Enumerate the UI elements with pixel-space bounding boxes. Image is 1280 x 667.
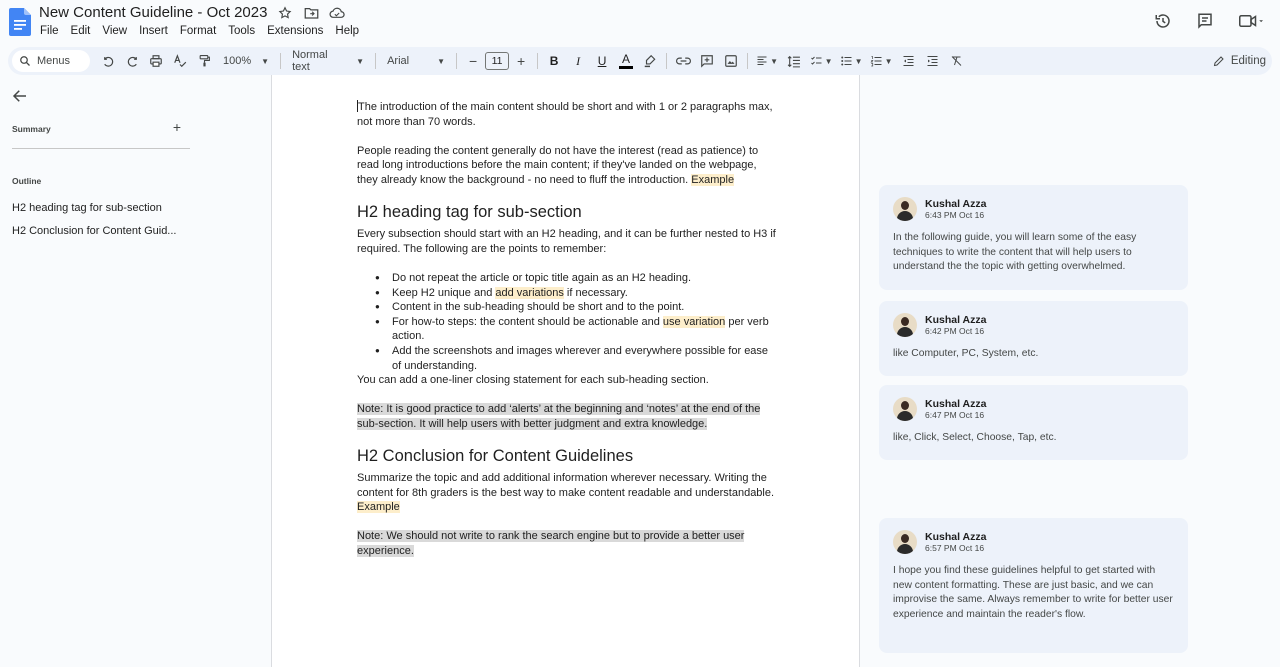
note-paragraph xyxy=(357,402,777,431)
chevron-down-icon: ▼ xyxy=(854,56,863,66)
pencil-icon xyxy=(1213,55,1225,67)
note-paragraph xyxy=(357,529,777,558)
paint-format-icon[interactable] xyxy=(193,50,215,72)
document-page[interactable] xyxy=(271,75,860,667)
docs-logo-icon[interactable] xyxy=(9,8,31,36)
chevron-down-icon: ▼ xyxy=(884,56,893,66)
add-comment-icon[interactable] xyxy=(696,50,718,72)
paragraph-style-value: Normal text xyxy=(292,49,328,73)
font-size-input[interactable]: 11 xyxy=(485,52,509,70)
comment-card[interactable] xyxy=(879,518,1188,653)
comment-card[interactable] xyxy=(879,301,1188,376)
version-history-icon[interactable] xyxy=(1152,10,1174,32)
toolbar-divider xyxy=(747,53,748,69)
document-title[interactable]: New Content Guideline - Oct 2023 xyxy=(39,4,268,21)
align-icon[interactable] xyxy=(753,50,781,72)
chevron-down-icon: ▼ xyxy=(261,56,270,66)
increase-font-size-icon[interactable]: + xyxy=(516,53,526,69)
back-arrow-icon[interactable] xyxy=(11,87,29,105)
comment-text: I hope you find these guidelines helpful to get started with new content formatting. These are just basic, and we can improvise the same. Always remember to write for better user experience and maintain the reader's flow. xyxy=(893,565,1173,620)
print-icon[interactable] xyxy=(145,50,167,72)
heading-conclusion: H2 Conclusion for Content Guidelines xyxy=(357,447,634,466)
heading-subsection: H2 heading tag for sub-section xyxy=(357,203,582,222)
summary-divider xyxy=(12,148,190,149)
document-body[interactable] xyxy=(357,100,777,573)
paragraph: Summarize the topic and add additional information wherever necessary. Writing the content for 8th graders is the best way to make content readable and understandable. Example xyxy=(357,472,775,514)
list-item: ● Add the screenshots and images wherever and everywhere possible for ease of understanding. xyxy=(357,344,777,373)
chevron-down-icon: ▼ xyxy=(356,56,365,66)
decrease-indent-icon[interactable] xyxy=(897,50,919,72)
comment-author: Kushal Azza xyxy=(925,198,987,210)
redo-icon[interactable] xyxy=(121,50,143,72)
list-item: ● Content in the sub-heading should be short and to the point. xyxy=(357,300,777,315)
commented-text[interactable]: Example xyxy=(691,173,735,186)
cloud-saved-icon[interactable] xyxy=(329,5,345,21)
comment-time: 6:43 PM Oct 16 xyxy=(925,210,985,220)
chevron-down-icon: ▼ xyxy=(824,56,833,66)
comment-time: 6:42 PM Oct 16 xyxy=(925,326,985,336)
font-family-select[interactable] xyxy=(381,50,451,72)
paragraph: You can add a one-liner closing statement for each sub-heading section. xyxy=(357,374,709,387)
meet-video-icon[interactable] xyxy=(1236,10,1266,32)
move-folder-icon[interactable] xyxy=(303,5,319,21)
comment-author: Kushal Azza xyxy=(925,531,987,543)
toolbar-divider xyxy=(666,53,667,69)
comment-time: 6:47 PM Oct 16 xyxy=(925,410,985,420)
avatar xyxy=(893,197,917,221)
chevron-down-icon: ▼ xyxy=(437,56,446,66)
menu-format[interactable]: Format xyxy=(179,25,217,37)
commented-text[interactable]: Example xyxy=(357,501,400,514)
bullet-list xyxy=(357,271,777,373)
outline-heading: Outline xyxy=(12,176,42,186)
editing-mode-button[interactable] xyxy=(1213,47,1272,75)
paragraph-style-select[interactable] xyxy=(286,50,370,72)
commented-text[interactable]: use variation xyxy=(662,315,726,328)
avatar xyxy=(893,313,917,337)
comment-card[interactable] xyxy=(879,385,1188,460)
toolbar-divider xyxy=(537,53,538,69)
summary-heading: Summary xyxy=(12,124,51,134)
avatar xyxy=(893,530,917,554)
paragraph: The introduction of the main content should be short and with 1 or 2 paragraphs max, not more than 70 words. xyxy=(357,101,773,128)
add-summary-icon[interactable]: + xyxy=(172,119,182,135)
search-icon xyxy=(19,55,31,67)
menu-file[interactable]: File xyxy=(40,25,59,37)
commented-text[interactable]: add variations xyxy=(495,286,564,299)
comment-card[interactable] xyxy=(879,185,1188,290)
italic-icon[interactable]: I xyxy=(576,53,581,68)
comment-text: In the following guide, you will learn some of the easy techniques to write the content that will help users to understand the the topic with getting overwhelmed. xyxy=(893,232,1137,273)
search-menus-button[interactable] xyxy=(12,50,90,72)
document-outline-panel xyxy=(0,80,270,667)
list-item: ● Do not repeat the article or topic title again as an H2 heading. xyxy=(357,271,777,286)
search-menus-label: Menus xyxy=(37,55,71,67)
avatar xyxy=(893,397,917,421)
increase-indent-icon[interactable] xyxy=(921,50,943,72)
checklist-icon[interactable] xyxy=(807,50,835,72)
line-spacing-icon[interactable] xyxy=(783,50,805,72)
zoom-select[interactable] xyxy=(217,50,275,72)
spellcheck-icon[interactable] xyxy=(169,50,191,72)
menu-help[interactable]: Help xyxy=(335,25,360,37)
menu-tools[interactable]: Tools xyxy=(228,25,256,37)
comments-column xyxy=(861,75,1280,667)
top-bar xyxy=(0,0,1280,44)
font-family-value: Arial xyxy=(387,55,410,67)
menu-extensions[interactable]: Extensions xyxy=(267,25,324,37)
insert-link-icon[interactable] xyxy=(672,50,694,72)
star-icon[interactable] xyxy=(277,5,293,21)
decrease-font-size-icon[interactable]: − xyxy=(468,53,478,69)
toolbar-divider xyxy=(456,53,457,69)
comment-author: Kushal Azza xyxy=(925,314,987,326)
zoom-value: 100% xyxy=(223,55,252,67)
chevron-down-icon: ▼ xyxy=(770,56,779,66)
note-text: Note: We should not write to rank the search engine but to provide a better user experience. xyxy=(357,530,745,558)
menu-view[interactable]: View xyxy=(102,25,128,37)
insert-image-icon[interactable] xyxy=(720,50,742,72)
paragraph: Every subsection should start with an H2 heading, and it can be further nested to H3 if required. The following are the points to remember: xyxy=(357,228,776,255)
comment-text: like Computer, PC, System, etc. xyxy=(893,348,1039,359)
list-item: ● For how-to steps: the content should be actionable and use variation per verb action. xyxy=(357,315,777,344)
outline-item-conclusion[interactable]: H2 Conclusion for Content Guid... xyxy=(12,225,177,237)
undo-icon[interactable] xyxy=(97,50,119,72)
numbered-list-icon[interactable] xyxy=(867,50,895,72)
note-text: Note: It is good practice to add ‘alerts’ at the beginning and ‘notes’ at the end of the sub-section. It will help users with better judgment and extra knowledge. xyxy=(357,403,761,430)
editing-mode-label: Editing xyxy=(1230,55,1266,67)
highlight-color-icon[interactable] xyxy=(639,50,661,72)
comments-icon[interactable] xyxy=(1194,10,1216,32)
bulleted-list-icon[interactable] xyxy=(837,50,865,72)
toolbar-divider xyxy=(375,53,376,69)
comment-text: like, Click, Select, Choose, Tap, etc. xyxy=(893,432,1057,443)
toolbar-divider xyxy=(280,53,281,69)
text-color-icon[interactable]: A xyxy=(615,50,637,72)
menu-edit[interactable]: Edit xyxy=(70,25,91,37)
bold-icon[interactable]: B xyxy=(549,54,559,68)
formatting-toolbar xyxy=(8,47,1272,75)
menu-insert[interactable]: Insert xyxy=(139,25,168,37)
list-item: ● Keep H2 unique and add variations if necessary. xyxy=(357,286,777,301)
underline-icon[interactable]: U xyxy=(597,54,607,68)
clear-formatting-icon[interactable] xyxy=(945,50,967,72)
paragraph: People reading the content generally do not have the interest (read as patience) to read long introductions before the main content; if they've landed on the webpage, they already know the background - no need to fluff the introduction. Example xyxy=(357,144,759,186)
outline-item-subsection[interactable]: H2 heading tag for sub-section xyxy=(12,202,162,214)
comment-author: Kushal Azza xyxy=(925,398,987,410)
comment-time: 6:57 PM Oct 16 xyxy=(925,543,985,553)
